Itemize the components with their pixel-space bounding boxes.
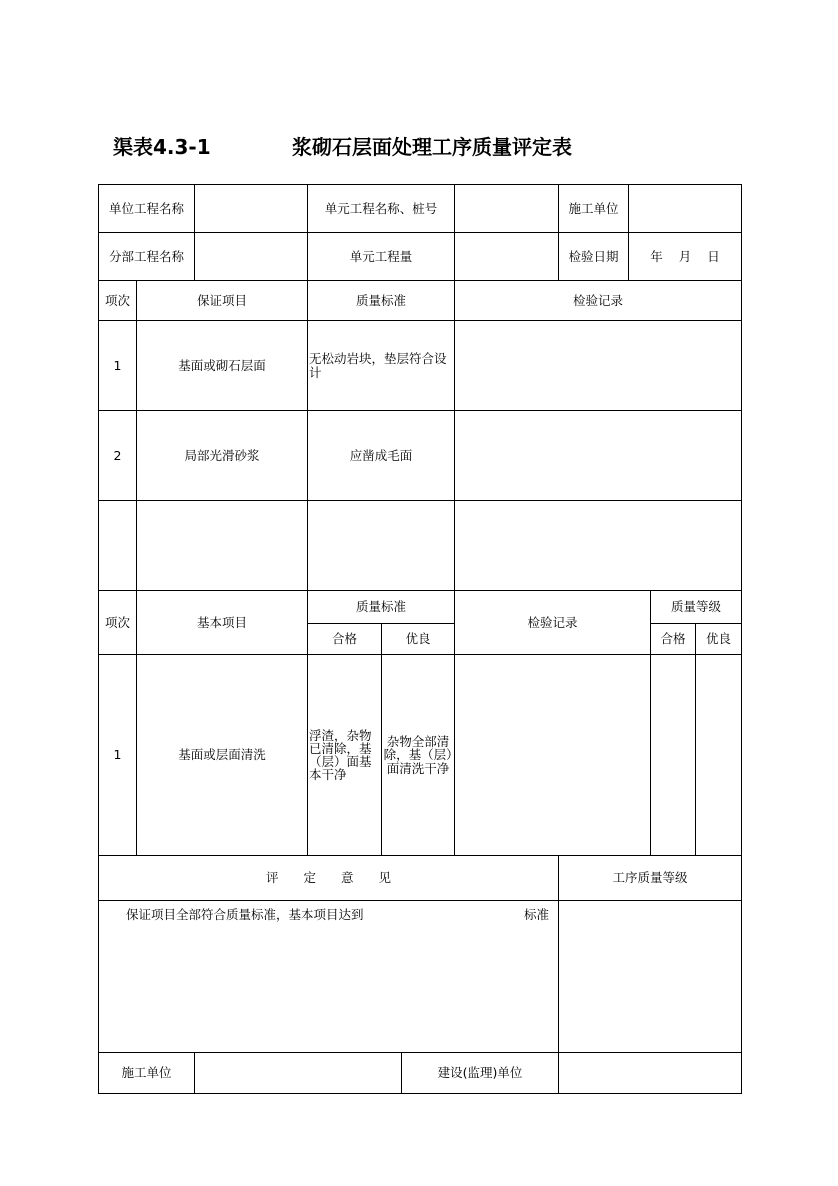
guarantee-item-header: 保证项目: [196, 292, 247, 308]
construction-unit-label: 施工单位: [568, 200, 619, 216]
guarantee-standard-header: 质量标准: [355, 292, 406, 308]
process-grade-label: 工序质量等级: [612, 870, 688, 886]
guarantee-row-2-standard: 应凿成毛面: [349, 447, 413, 463]
guarantee-row-2-item: 局部光滑砂浆: [184, 447, 260, 463]
basic-item-header: 基本项目: [196, 614, 247, 630]
basic-grade-header: 质量等级: [670, 599, 721, 615]
construction-unit-value[interactable]: [629, 185, 741, 232]
guarantee-record-header: 检验记录: [572, 292, 623, 308]
basic-standard-header: 质量标准: [355, 599, 406, 615]
basic-row-1-item: 基面或层面清洗: [178, 747, 266, 763]
basic-row-1-grade-pass[interactable]: [651, 655, 695, 855]
basic-row-1-good-standard: 杂物全部清除，基（层）面清洗干净: [383, 734, 453, 776]
element-quantity-value[interactable]: [455, 233, 558, 280]
basic-row-1-index: 1: [113, 747, 122, 763]
guarantee-index-header: 项次: [104, 292, 130, 308]
division-project-value[interactable]: [195, 233, 307, 280]
basic-row-1-record[interactable]: [455, 655, 650, 855]
date-month: 月: [678, 248, 692, 264]
title-code: 渠表4.3-1: [113, 135, 211, 159]
table-line: [98, 1093, 742, 1094]
guarantee-row-1-index: 1: [113, 357, 122, 373]
evaluation-opinion-text: 保证项目全部符合质量标准，基本项目达到: [126, 907, 364, 922]
guarantee-row-1-item: 基面或砌石层面: [178, 357, 266, 373]
basic-record-header: 检验记录: [527, 614, 578, 630]
footer-construction-unit-label: 施工单位: [121, 1065, 172, 1081]
footer-supervision-unit-value[interactable]: [559, 1053, 741, 1093]
basic-grade-good-header: 优良: [705, 631, 731, 647]
guarantee-row-1-standard: 无松动岩块，垫层符合设计: [309, 351, 447, 380]
element-quantity-label: 单元工程量: [349, 248, 413, 264]
guarantee-row-1-record[interactable]: [455, 321, 741, 410]
guarantee-row-3-record[interactable]: [455, 501, 741, 590]
basic-row-1-pass-standard: 浮渣，杂物已清除，基（层）面基本干净: [309, 727, 372, 783]
element-project-value[interactable]: [455, 185, 558, 232]
basic-pass-header: 合格: [331, 631, 357, 647]
table-line: [741, 184, 742, 1094]
evaluation-opinion-label: 评 定 意 见: [265, 870, 391, 886]
date-day: 日: [707, 248, 720, 264]
basic-row-1-grade-good[interactable]: [696, 655, 741, 855]
basic-good-header: 优良: [405, 631, 431, 647]
inspection-date-label: 检验日期: [568, 248, 619, 264]
date-year: 年: [650, 248, 663, 264]
evaluation-opinion-suffix: 标准: [524, 907, 550, 922]
process-grade-value[interactable]: [559, 901, 741, 1052]
guarantee-row-2-index: 2: [113, 447, 122, 463]
footer-supervision-unit-label: 建设(监理)单位: [437, 1065, 523, 1081]
basic-index-header: 项次: [104, 614, 130, 630]
footer-construction-unit-value[interactable]: [195, 1053, 401, 1093]
page-title: 浆砌石层面处理工序质量评定表: [292, 135, 572, 159]
table-line: [381, 623, 382, 855]
inspection-date-value[interactable]: [629, 233, 741, 280]
table-line: [307, 280, 308, 855]
unit-project-label: 单位工程名称: [108, 200, 184, 216]
unit-project-value[interactable]: [195, 185, 307, 232]
division-project-label: 分部工程名称: [108, 248, 184, 264]
element-project-label: 单元工程名称、桩号: [324, 200, 438, 216]
guarantee-row-2-record[interactable]: [455, 411, 741, 500]
basic-grade-pass-header: 合格: [660, 631, 686, 647]
